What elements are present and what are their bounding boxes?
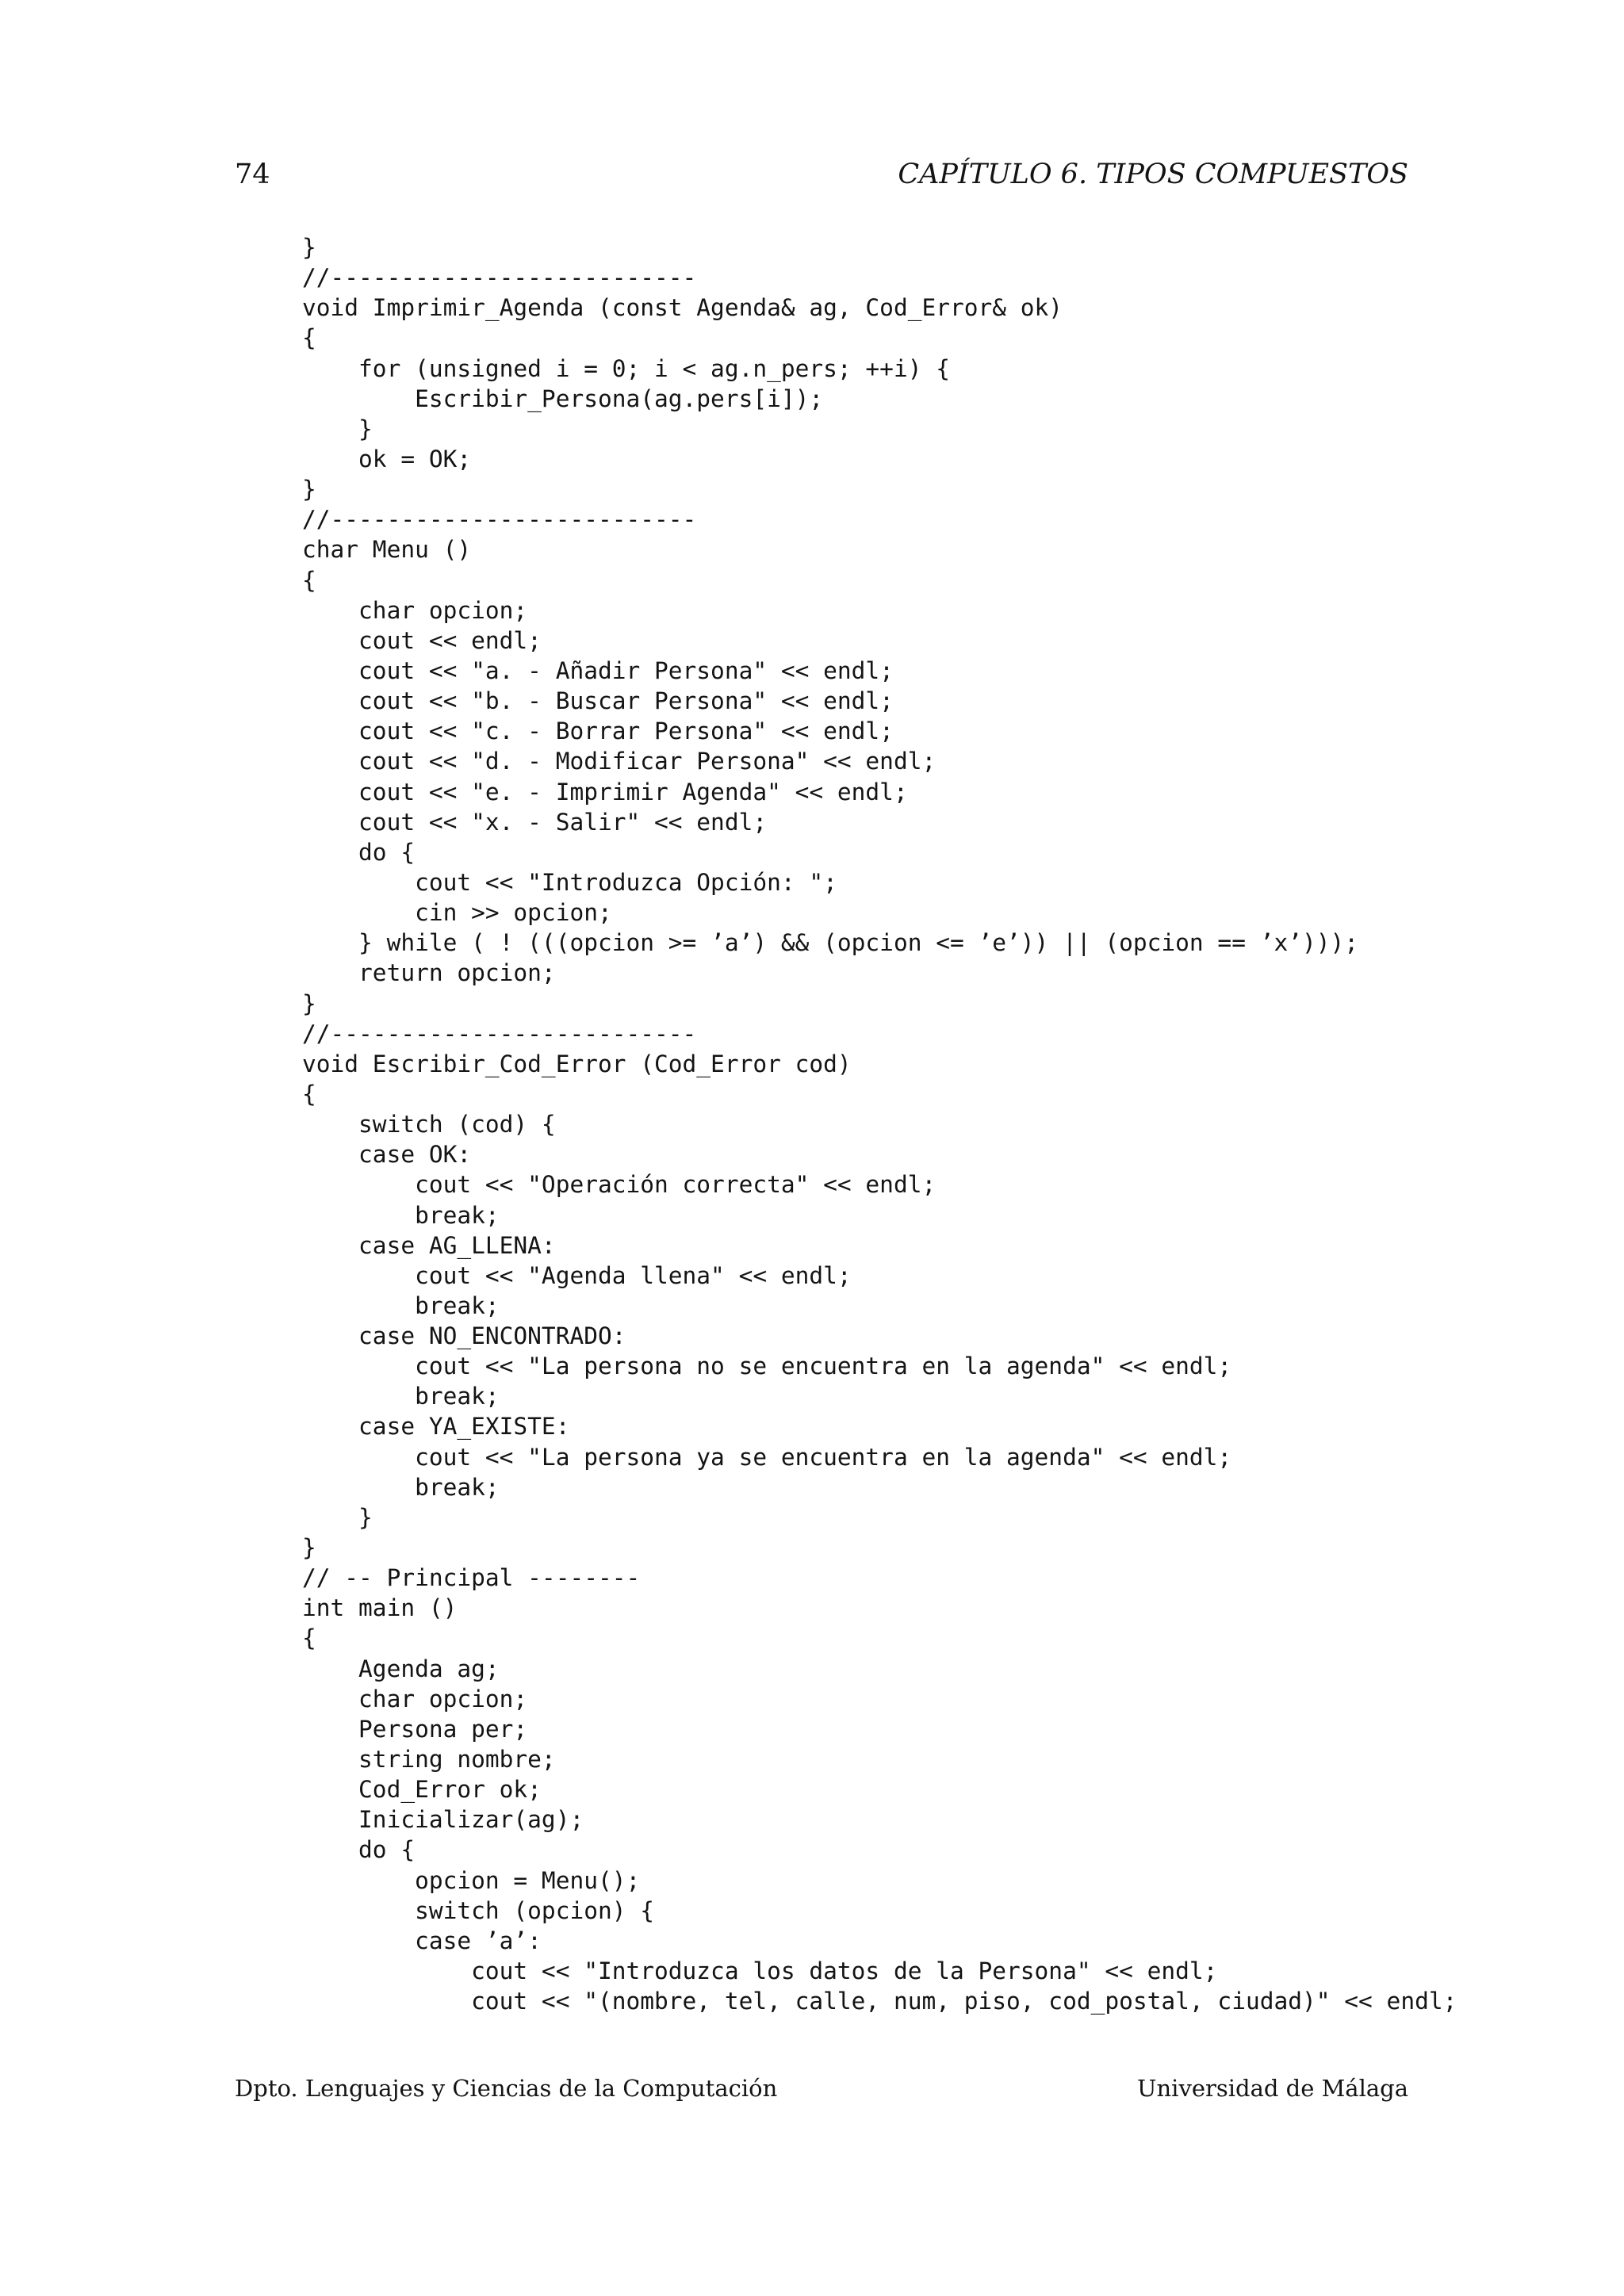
code-line: Cod_Error ok; bbox=[302, 1776, 542, 1804]
code-line: } bbox=[302, 1503, 373, 1531]
page-header bbox=[235, 155, 1408, 194]
code-line: //-------------------------- bbox=[302, 1020, 697, 1047]
code-line: case NO_ENCONTRADO: bbox=[302, 1322, 626, 1350]
code-line: } bbox=[302, 1534, 316, 1562]
code-line: switch (opcion) { bbox=[302, 1896, 655, 1924]
code-line: switch (cod) { bbox=[302, 1111, 556, 1138]
code-line: string nombre; bbox=[302, 1746, 556, 1774]
code-line: ok = OK; bbox=[302, 445, 472, 473]
code-line: return opcion; bbox=[302, 959, 556, 987]
code-line: { bbox=[302, 1080, 316, 1108]
code-line: //-------------------------- bbox=[302, 264, 697, 292]
code-line: cout << "Agenda llena" << endl; bbox=[302, 1261, 852, 1289]
code-line: cout << "c. - Borrar Persona" << endl; bbox=[302, 718, 894, 745]
running-head: CAPÍTULO 6. TIPOS COMPUESTOS bbox=[898, 159, 1408, 190]
code-line: break; bbox=[302, 1292, 500, 1319]
code-line: do { bbox=[302, 838, 416, 866]
code-line: do { bbox=[302, 1836, 416, 1864]
code-line: case AG_LLENA: bbox=[302, 1231, 556, 1259]
code-line: Inicializar(ag); bbox=[302, 1806, 584, 1834]
code-line: for (unsigned i = 0; i < ag.n_pers; ++i) { bbox=[302, 354, 950, 382]
code-line: { bbox=[302, 566, 316, 594]
footer-university: Universidad de Málaga bbox=[1137, 2075, 1408, 2102]
code-line: cout << "La persona ya se encuentra en la agenda" << endl; bbox=[302, 1443, 1232, 1471]
code-line: cout << "a. - Añadir Persona" << endl; bbox=[302, 656, 894, 684]
code-line: } bbox=[302, 234, 316, 261]
code-line: cout << "d. - Modificar Persona" << endl; bbox=[302, 748, 936, 775]
code-line: opcion = Menu(); bbox=[302, 1866, 641, 1894]
code-line: int main () bbox=[302, 1594, 458, 1622]
code-line: cout << "La persona no se encuentra en la agenda" << endl; bbox=[302, 1353, 1232, 1380]
code-line: void Escribir_Cod_Error (Cod_Error cod) bbox=[302, 1050, 852, 1077]
code-line: cout << endl; bbox=[302, 626, 542, 654]
code-line: cout << "b. - Buscar Persona" << endl; bbox=[302, 687, 894, 715]
code-line: Persona per; bbox=[302, 1715, 528, 1743]
code-line: break; bbox=[302, 1201, 500, 1229]
code-line: cout << "e. - Imprimir Agenda" << endl; bbox=[302, 778, 908, 806]
code-line: char Menu () bbox=[302, 536, 472, 564]
code-line: cin >> opcion; bbox=[302, 899, 612, 927]
code-line: } bbox=[302, 476, 316, 503]
code-line: case OK: bbox=[302, 1141, 472, 1169]
code-line: case ’a’: bbox=[302, 1927, 542, 1954]
code-line: //-------------------------- bbox=[302, 506, 697, 534]
code-line: } while ( ! (((opcion >= ’a’) && (opcion <= ’e’)) || (opcion == ’x’))); bbox=[302, 929, 1359, 957]
code-line: cout << "Introduzca los datos de la Persona" << endl; bbox=[302, 1957, 1218, 1985]
code-line: { bbox=[302, 324, 316, 352]
footer-department: Dpto. Lenguajes y Ciencias de la Computación bbox=[235, 2075, 778, 2102]
code-line: case YA_EXISTE: bbox=[302, 1413, 570, 1441]
code-line: } bbox=[302, 415, 373, 442]
code-line: void Imprimir_Agenda (const Agenda& ag, Cod_Error& ok) bbox=[302, 294, 1063, 322]
code-line: break; bbox=[302, 1383, 500, 1410]
code-line: { bbox=[302, 1624, 316, 1652]
code-line: char opcion; bbox=[302, 1685, 528, 1712]
code-line: break; bbox=[302, 1473, 500, 1501]
page-footer bbox=[235, 2071, 1408, 2106]
code-line: cout << "Operación correcta" << endl; bbox=[302, 1171, 936, 1199]
code-line: cout << "(nombre, tel, calle, num, piso, cod_postal, ciudad)" << endl; bbox=[302, 1988, 1457, 2015]
code-line: Escribir_Persona(ag.pers[i]); bbox=[302, 385, 824, 412]
code-listing bbox=[302, 232, 1457, 2016]
code-line: cout << "Introduzca Opción: "; bbox=[302, 868, 837, 896]
page-number: 74 bbox=[235, 159, 270, 190]
code-line: cout << "x. - Salir" << endl; bbox=[302, 808, 768, 836]
code-line: } bbox=[302, 989, 316, 1017]
code-line: char opcion; bbox=[302, 596, 528, 624]
code-line: Agenda ag; bbox=[302, 1655, 500, 1682]
code-line: // -- Principal -------- bbox=[302, 1564, 641, 1592]
